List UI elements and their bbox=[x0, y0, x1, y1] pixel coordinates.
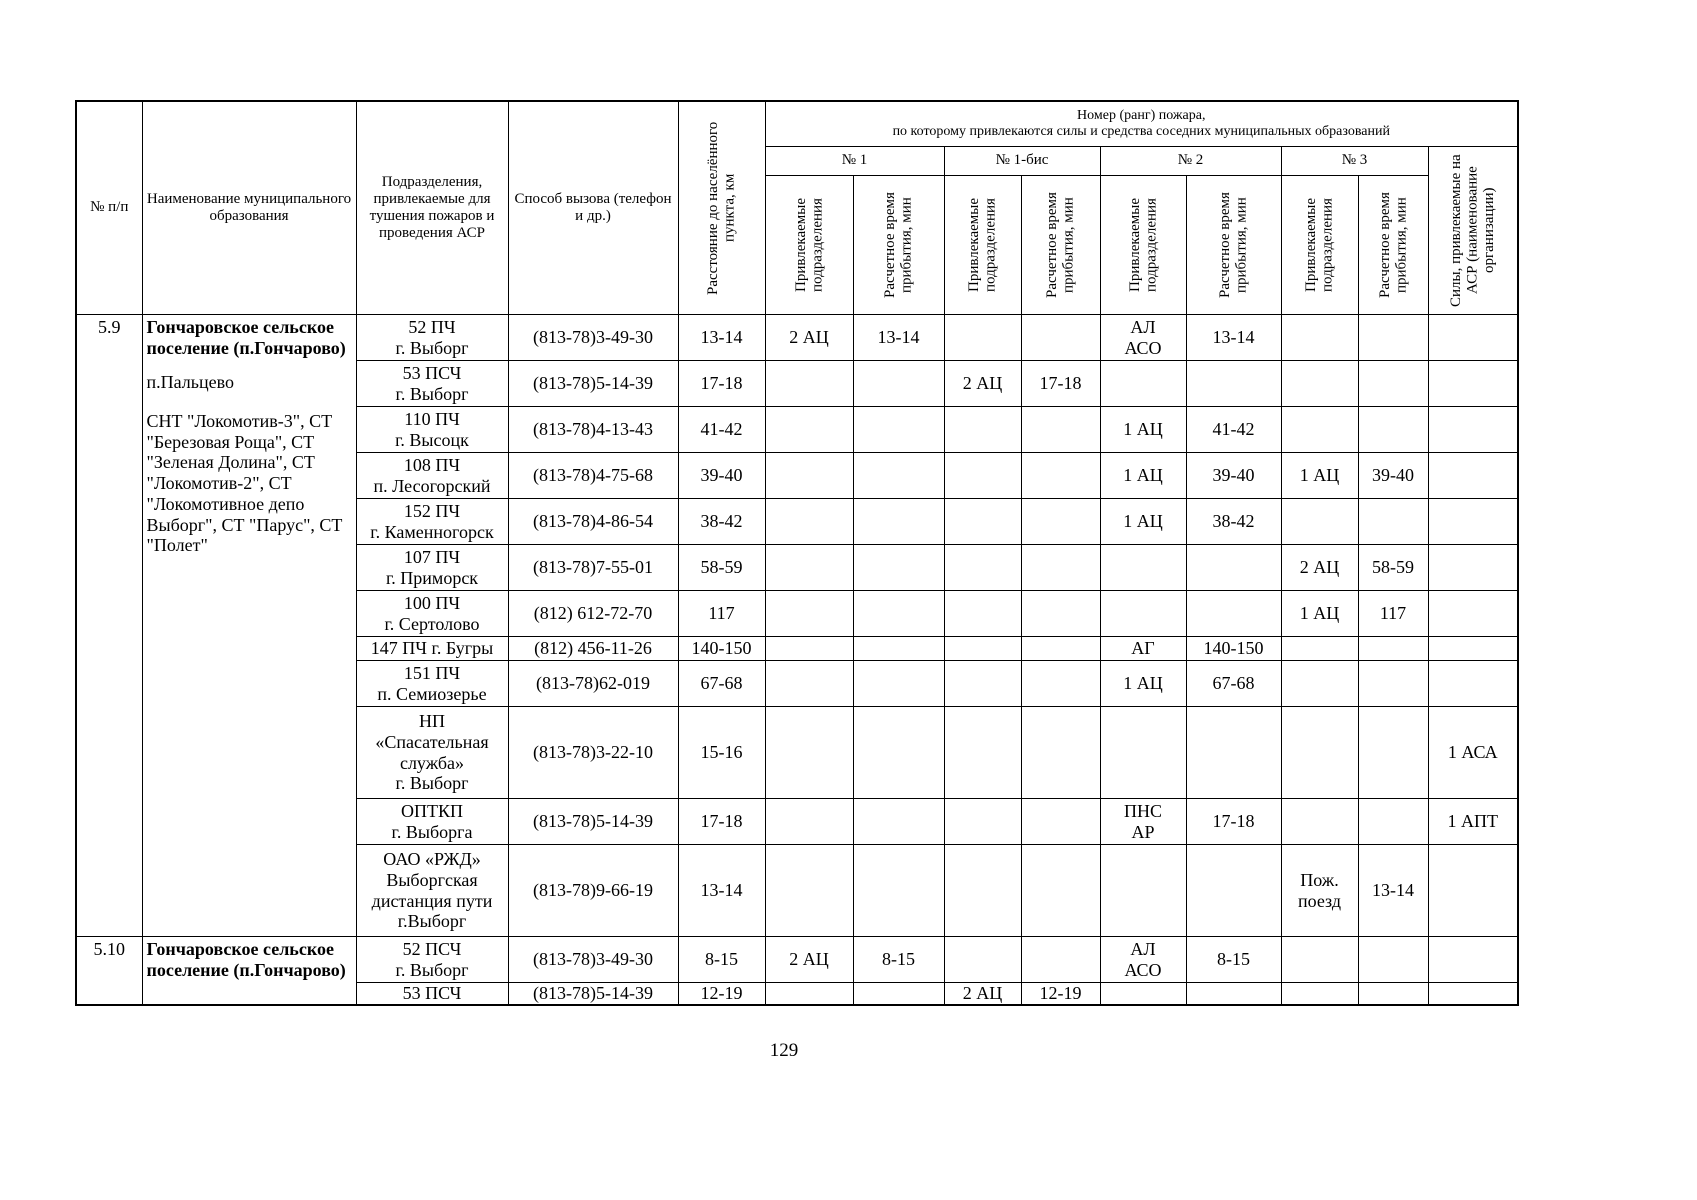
cell-distance: 117 bbox=[678, 591, 765, 637]
cell-unit: 107 ПЧ г. Приморск bbox=[356, 545, 508, 591]
cell-rank2-time: 38-42 bbox=[1186, 499, 1281, 545]
fire-plan-table bbox=[75, 100, 1519, 1006]
cell-rank1-units bbox=[765, 499, 853, 545]
cell-asr-forces: 1 АПТ bbox=[1428, 799, 1518, 845]
cell-asr-forces bbox=[1428, 937, 1518, 983]
header-rank1-time: Расчетное время прибытия, мин bbox=[853, 176, 944, 315]
cell-rank1bis-time bbox=[1021, 591, 1100, 637]
table-body bbox=[76, 315, 1518, 1005]
municipality-cell bbox=[142, 937, 356, 1005]
cell-rank3-time bbox=[1358, 661, 1428, 707]
cell-rank2-time bbox=[1186, 545, 1281, 591]
cell-rank3-units bbox=[1281, 637, 1358, 661]
cell-asr-forces bbox=[1428, 499, 1518, 545]
header-rank-2: № 2 bbox=[1100, 147, 1281, 176]
cell-rank3-time bbox=[1358, 983, 1428, 1005]
cell-rank3-time bbox=[1358, 407, 1428, 453]
cell-rank1-time bbox=[853, 799, 944, 845]
cell-rank3-time bbox=[1358, 937, 1428, 983]
header-rank3-time: Расчетное время прибытия, мин bbox=[1358, 176, 1428, 315]
municipality-name: Гончаровское сельское поселение (п.Гончарово) bbox=[146, 317, 346, 358]
cell-rank1-time bbox=[853, 591, 944, 637]
cell-distance: 15-16 bbox=[678, 707, 765, 799]
cell-rank2-units: АГ bbox=[1100, 637, 1186, 661]
municipality-name: Гончаровское сельское поселение (п.Гончарово) bbox=[146, 939, 346, 980]
cell-rank2-units bbox=[1100, 983, 1186, 1005]
cell-rank1bis-units bbox=[944, 661, 1021, 707]
cell-unit: НП «Спасательная служба» г. Выборг bbox=[356, 707, 508, 799]
cell-rank3-units bbox=[1281, 661, 1358, 707]
header-rank1bis-time: Расчетное время прибытия, мин bbox=[1021, 176, 1100, 315]
page-number: 129 bbox=[769, 1040, 799, 1061]
cell-rank3-units: 1 АЦ bbox=[1281, 453, 1358, 499]
cell-rank2-units bbox=[1100, 591, 1186, 637]
cell-rank1-units bbox=[765, 637, 853, 661]
header-rank2-time: Расчетное время прибытия, мин bbox=[1186, 176, 1281, 315]
cell-call-method: (813-78)3-49-30 bbox=[508, 315, 678, 361]
cell-asr-forces bbox=[1428, 661, 1518, 707]
cell-rank1bis-time bbox=[1021, 499, 1100, 545]
cell-distance: 17-18 bbox=[678, 361, 765, 407]
cell-rank3-time bbox=[1358, 637, 1428, 661]
cell-call-method: (813-78)9-66-19 bbox=[508, 845, 678, 937]
cell-rank1bis-time bbox=[1021, 937, 1100, 983]
cell-rank1-time bbox=[853, 983, 944, 1005]
cell-distance: 39-40 bbox=[678, 453, 765, 499]
cell-call-method: (813-78)62-019 bbox=[508, 661, 678, 707]
cell-rank1bis-time bbox=[1021, 707, 1100, 799]
table-row bbox=[76, 315, 1518, 361]
cell-rank3-time: 117 bbox=[1358, 591, 1428, 637]
cell-distance: 8-15 bbox=[678, 937, 765, 983]
cell-rank1bis-units bbox=[944, 545, 1021, 591]
cell-distance: 41-42 bbox=[678, 407, 765, 453]
cell-unit: 100 ПЧ г. Сертолово bbox=[356, 591, 508, 637]
cell-asr-forces bbox=[1428, 545, 1518, 591]
cell-rank2-units: АЛ АСО bbox=[1100, 315, 1186, 361]
cell-call-method: (812) 456-11-26 bbox=[508, 637, 678, 661]
cell-rank1bis-units: 2 АЦ bbox=[944, 361, 1021, 407]
cell-rank1-time bbox=[853, 453, 944, 499]
header-rank1bis-units: Привлекаемые подразделения bbox=[944, 176, 1021, 315]
cell-rank2-units: ПНС АР bbox=[1100, 799, 1186, 845]
header-rank-group bbox=[765, 101, 1518, 147]
cell-rank3-units: 1 АЦ bbox=[1281, 591, 1358, 637]
cell-distance: 13-14 bbox=[678, 315, 765, 361]
cell-rank1bis-units bbox=[944, 845, 1021, 937]
cell-asr-forces bbox=[1428, 637, 1518, 661]
cell-call-method: (812) 612-72-70 bbox=[508, 591, 678, 637]
cell-rank2-units bbox=[1100, 845, 1186, 937]
cell-distance: 38-42 bbox=[678, 499, 765, 545]
header-units: Подразделения, привлекаемые для тушения пожаров и проведения АСР bbox=[356, 101, 508, 315]
cell-rank1-units bbox=[765, 407, 853, 453]
cell-rank1-time: 8-15 bbox=[853, 937, 944, 983]
cell-rank3-units bbox=[1281, 361, 1358, 407]
cell-rank1-units bbox=[765, 361, 853, 407]
row-number: 5.10 bbox=[76, 937, 142, 1005]
header-call-method: Способ вызова (телефон и др.) bbox=[508, 101, 678, 315]
cell-rank1-units bbox=[765, 983, 853, 1005]
cell-asr-forces: 1 АСА bbox=[1428, 707, 1518, 799]
cell-distance: 140-150 bbox=[678, 637, 765, 661]
cell-rank2-time: 140-150 bbox=[1186, 637, 1281, 661]
cell-rank1bis-time: 17-18 bbox=[1021, 361, 1100, 407]
cell-call-method: (813-78)3-22-10 bbox=[508, 707, 678, 799]
cell-unit: 108 ПЧ п. Лесогорский bbox=[356, 453, 508, 499]
cell-rank2-time: 41-42 bbox=[1186, 407, 1281, 453]
cell-rank1bis-units bbox=[944, 315, 1021, 361]
cell-call-method: (813-78)7-55-01 bbox=[508, 545, 678, 591]
cell-rank2-time bbox=[1186, 361, 1281, 407]
cell-rank2-time bbox=[1186, 983, 1281, 1005]
cell-rank2-units: 1 АЦ bbox=[1100, 661, 1186, 707]
cell-rank1-units bbox=[765, 591, 853, 637]
cell-rank1-units: 2 АЦ bbox=[765, 937, 853, 983]
cell-rank1bis-units bbox=[944, 407, 1021, 453]
cell-rank1bis-time bbox=[1021, 407, 1100, 453]
settlement-name: п.Пальцево bbox=[146, 372, 234, 393]
cell-rank1bis-units bbox=[944, 591, 1021, 637]
cell-rank2-units: АЛ АСО bbox=[1100, 937, 1186, 983]
cell-asr-forces bbox=[1428, 453, 1518, 499]
cell-rank3-time bbox=[1358, 799, 1428, 845]
cell-rank2-units bbox=[1100, 361, 1186, 407]
cell-asr-forces bbox=[1428, 591, 1518, 637]
header-rank-1: № 1 bbox=[765, 147, 944, 176]
cell-unit: ОАО «РЖД» Выборгская дистанция пути г.Выборг bbox=[356, 845, 508, 937]
cell-unit: 52 ПЧ г. Выборг bbox=[356, 315, 508, 361]
cell-rank2-time bbox=[1186, 707, 1281, 799]
cell-rank1-units bbox=[765, 453, 853, 499]
cell-call-method: (813-78)5-14-39 bbox=[508, 799, 678, 845]
cell-rank1bis-units bbox=[944, 453, 1021, 499]
cell-rank3-time bbox=[1358, 499, 1428, 545]
cell-asr-forces bbox=[1428, 315, 1518, 361]
cell-rank2-time: 13-14 bbox=[1186, 315, 1281, 361]
cell-rank1-time bbox=[853, 845, 944, 937]
cell-rank1bis-time bbox=[1021, 845, 1100, 937]
cell-rank2-time bbox=[1186, 591, 1281, 637]
cell-rank2-time: 39-40 bbox=[1186, 453, 1281, 499]
cell-rank2-time: 8-15 bbox=[1186, 937, 1281, 983]
cell-rank1bis-time bbox=[1021, 661, 1100, 707]
cell-rank1-time bbox=[853, 637, 944, 661]
cell-unit: 53 ПСЧ г. Выборг bbox=[356, 361, 508, 407]
cell-rank1-units bbox=[765, 799, 853, 845]
cell-rank1-time: 13-14 bbox=[853, 315, 944, 361]
cell-rank3-time bbox=[1358, 315, 1428, 361]
cell-distance: 67-68 bbox=[678, 661, 765, 707]
cell-rank1bis-time bbox=[1021, 637, 1100, 661]
cell-rank2-time: 67-68 bbox=[1186, 661, 1281, 707]
cell-call-method: (813-78)5-14-39 bbox=[508, 361, 678, 407]
cell-rank2-units bbox=[1100, 707, 1186, 799]
cell-unit: 152 ПЧ г. Каменногорск bbox=[356, 499, 508, 545]
cell-rank1bis-units bbox=[944, 499, 1021, 545]
cell-unit: 52 ПСЧ г. Выборг bbox=[356, 937, 508, 983]
cell-distance: 13-14 bbox=[678, 845, 765, 937]
header-rank3-units: Привлекаемые подразделения bbox=[1281, 176, 1358, 315]
cell-distance: 58-59 bbox=[678, 545, 765, 591]
cell-rank1bis-units bbox=[944, 707, 1021, 799]
cell-rank3-time bbox=[1358, 361, 1428, 407]
cell-rank3-units bbox=[1281, 499, 1358, 545]
cell-unit: 110 ПЧ г. Высоцк bbox=[356, 407, 508, 453]
cell-rank1bis-units bbox=[944, 937, 1021, 983]
cell-rank1-time bbox=[853, 407, 944, 453]
cell-call-method: (813-78)5-14-39 bbox=[508, 983, 678, 1005]
cell-rank1-time bbox=[853, 707, 944, 799]
cell-rank3-units: 2 АЦ bbox=[1281, 545, 1358, 591]
cell-rank3-time: 13-14 bbox=[1358, 845, 1428, 937]
cell-rank3-time bbox=[1358, 707, 1428, 799]
cell-rank3-units bbox=[1281, 937, 1358, 983]
municipality-cell bbox=[142, 315, 356, 937]
header-rank-group-title-1: Номер (ранг) пожара, bbox=[1077, 107, 1206, 123]
cell-unit: 53 ПСЧ bbox=[356, 983, 508, 1005]
cell-rank1bis-units bbox=[944, 799, 1021, 845]
settlement-list: СНТ "Локомотив-3", СТ "Березовая Роща", СТ "Зеленая Долина", СТ "Локомотив-2", СТ "Локомотивное депо Выборг", СТ "Парус", СТ "Полет" bbox=[146, 411, 343, 556]
cell-call-method: (813-78)4-13-43 bbox=[508, 407, 678, 453]
cell-rank1-units bbox=[765, 845, 853, 937]
header-num: № п/п bbox=[76, 101, 142, 315]
cell-rank1bis-time bbox=[1021, 799, 1100, 845]
cell-asr-forces bbox=[1428, 407, 1518, 453]
header-distance: Расстояние до населённого пункта, км bbox=[678, 101, 765, 315]
header-municipality: Наименование муниципального образования bbox=[142, 101, 356, 315]
cell-unit: 147 ПЧ г. Бугры bbox=[356, 637, 508, 661]
cell-distance: 17-18 bbox=[678, 799, 765, 845]
header-rank2-units: Привлекаемые подразделения bbox=[1100, 176, 1186, 315]
cell-rank1-units bbox=[765, 661, 853, 707]
cell-rank3-units bbox=[1281, 315, 1358, 361]
header-rank-1bis: № 1-бис bbox=[944, 147, 1100, 176]
cell-rank2-time: 17-18 bbox=[1186, 799, 1281, 845]
header-rank-3: № 3 bbox=[1281, 147, 1428, 176]
cell-rank1-time bbox=[853, 361, 944, 407]
cell-distance: 12-19 bbox=[678, 983, 765, 1005]
cell-rank2-units: 1 АЦ bbox=[1100, 407, 1186, 453]
cell-rank1bis-time bbox=[1021, 545, 1100, 591]
cell-asr-forces bbox=[1428, 983, 1518, 1005]
cell-call-method: (813-78)4-86-54 bbox=[508, 499, 678, 545]
cell-rank3-units bbox=[1281, 983, 1358, 1005]
cell-call-method: (813-78)4-75-68 bbox=[508, 453, 678, 499]
cell-rank1bis-time bbox=[1021, 315, 1100, 361]
cell-rank1-units bbox=[765, 545, 853, 591]
cell-rank2-units: 1 АЦ bbox=[1100, 499, 1186, 545]
cell-rank3-units bbox=[1281, 407, 1358, 453]
cell-asr-forces bbox=[1428, 845, 1518, 937]
cell-rank1bis-time: 12-19 bbox=[1021, 983, 1100, 1005]
cell-rank2-units bbox=[1100, 545, 1186, 591]
cell-rank1-units: 2 АЦ bbox=[765, 315, 853, 361]
cell-rank2-time bbox=[1186, 845, 1281, 937]
cell-rank2-units: 1 АЦ bbox=[1100, 453, 1186, 499]
header-rank1-units: Привлекаемые подразделения bbox=[765, 176, 853, 315]
cell-rank1-time bbox=[853, 545, 944, 591]
cell-unit: ОПТКП г. Выборга bbox=[356, 799, 508, 845]
cell-rank1bis-units: 2 АЦ bbox=[944, 983, 1021, 1005]
cell-rank1-time bbox=[853, 661, 944, 707]
cell-rank3-time: 58-59 bbox=[1358, 545, 1428, 591]
header-asr-forces: Силы, привлекаемые на АСР (наименование организации) bbox=[1428, 147, 1518, 315]
cell-rank3-units bbox=[1281, 707, 1358, 799]
cell-unit: 151 ПЧ п. Семиозерье bbox=[356, 661, 508, 707]
cell-call-method: (813-78)3-49-30 bbox=[508, 937, 678, 983]
table-row bbox=[76, 937, 1518, 983]
cell-rank3-units bbox=[1281, 799, 1358, 845]
cell-rank1-units bbox=[765, 707, 853, 799]
row-number: 5.9 bbox=[76, 315, 142, 937]
table-header bbox=[76, 101, 1518, 315]
cell-rank1-time bbox=[853, 499, 944, 545]
cell-rank1bis-units bbox=[944, 637, 1021, 661]
cell-rank3-time: 39-40 bbox=[1358, 453, 1428, 499]
cell-rank1bis-time bbox=[1021, 453, 1100, 499]
cell-asr-forces bbox=[1428, 361, 1518, 407]
header-rank-group-title-2: по которому привлекаются силы и средства соседних муниципальных образований bbox=[892, 124, 1390, 139]
cell-rank3-units: Пож. поезд bbox=[1281, 845, 1358, 937]
